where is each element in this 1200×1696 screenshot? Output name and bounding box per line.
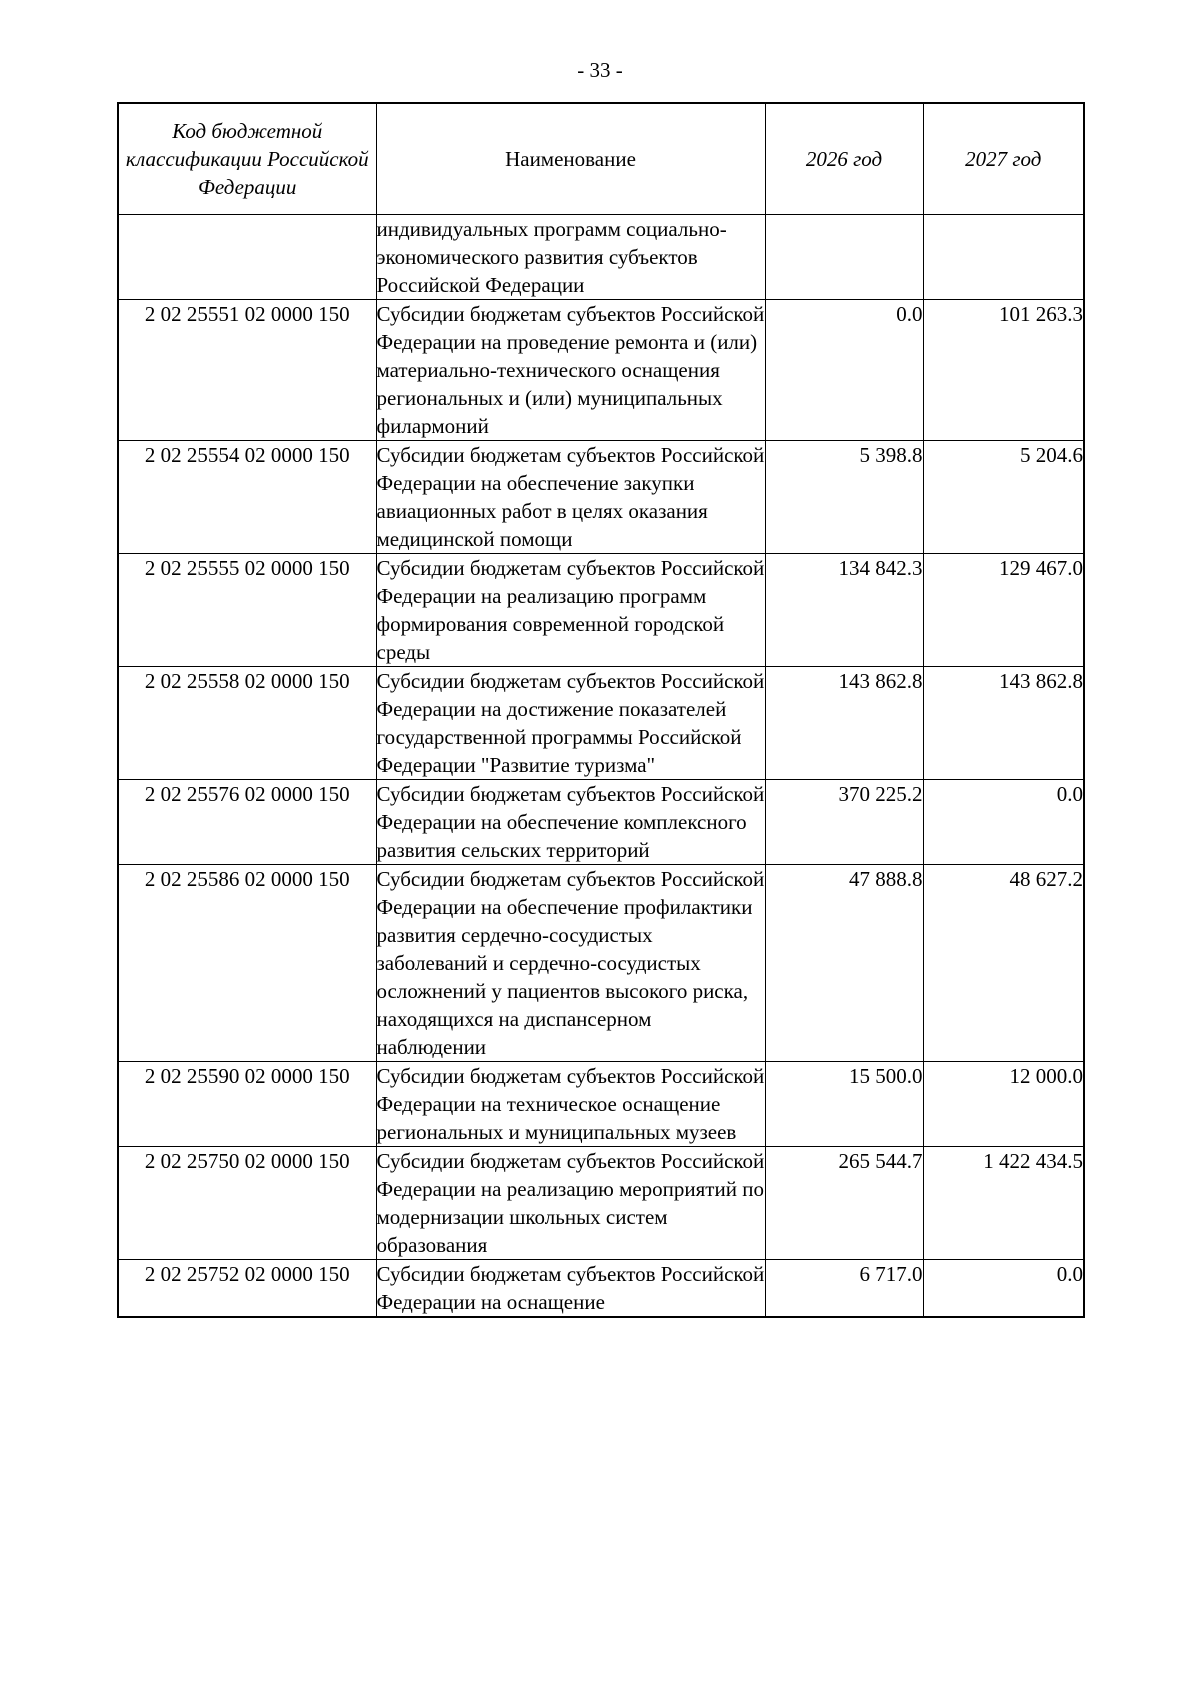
amount-2026-cell: 265 544.7 <box>765 1147 923 1260</box>
table-row <box>118 441 1084 554</box>
budget-code-cell: 2 02 25586 02 0000 150 <box>118 865 376 1062</box>
header-name: Наименование <box>376 103 765 215</box>
table-header-row <box>118 103 1084 215</box>
budget-code-cell: 2 02 25590 02 0000 150 <box>118 1062 376 1147</box>
budget-code-cell <box>118 215 376 300</box>
table-row <box>118 1147 1084 1260</box>
amount-2026-cell: 0.0 <box>765 300 923 441</box>
amount-2027-cell: 101 263.3 <box>923 300 1084 441</box>
name-cell: Субсидии бюджетам субъектов Российской Федерации на достижение показателей государственной программы Российской Федерации "Развитие туризма" <box>376 667 765 780</box>
amount-2026-cell: 6 717.0 <box>765 1260 923 1318</box>
header-year-2027: 2027 год <box>923 103 1084 215</box>
table-row <box>118 667 1084 780</box>
amount-2026-cell: 134 842.3 <box>765 554 923 667</box>
table-row <box>118 1062 1084 1147</box>
header-code: Код бюджетной классификации Российской Федерации <box>118 103 376 215</box>
amount-2027-cell: 1 422 434.5 <box>923 1147 1084 1260</box>
table-row <box>118 554 1084 667</box>
budget-code-cell: 2 02 25750 02 0000 150 <box>118 1147 376 1260</box>
amount-2026-cell: 15 500.0 <box>765 1062 923 1147</box>
name-cell: Субсидии бюджетам субъектов Российской Федерации на обеспечение профилактики развития сердечно-сосудистых заболеваний и сердечно-сосудистых осложнений у пациентов высокого риска, находящихся на диспансерном наблюдении <box>376 865 765 1062</box>
name-cell: Субсидии бюджетам субъектов Российской Федерации на реализацию программ формирования современной городской среды <box>376 554 765 667</box>
table-row <box>118 1260 1084 1318</box>
amount-2027-cell <box>923 215 1084 300</box>
budget-code-cell: 2 02 25576 02 0000 150 <box>118 780 376 865</box>
amount-2026-cell <box>765 215 923 300</box>
header-year-2026: 2026 год <box>765 103 923 215</box>
name-cell: Субсидии бюджетам субъектов Российской Федерации на обеспечение комплексного развития сельских территорий <box>376 780 765 865</box>
amount-2026-cell: 370 225.2 <box>765 780 923 865</box>
table-body <box>118 215 1084 1318</box>
amount-2027-cell: 129 467.0 <box>923 554 1084 667</box>
budget-code-cell: 2 02 25551 02 0000 150 <box>118 300 376 441</box>
budget-code-cell: 2 02 25554 02 0000 150 <box>118 441 376 554</box>
table-row <box>118 780 1084 865</box>
amount-2027-cell: 0.0 <box>923 780 1084 865</box>
name-cell: Субсидии бюджетам субъектов Российской Федерации на техническое оснащение региональных и муниципальных музеев <box>376 1062 765 1147</box>
amount-2027-cell: 12 000.0 <box>923 1062 1084 1147</box>
amount-2027-cell: 0.0 <box>923 1260 1084 1318</box>
amount-2027-cell: 5 204.6 <box>923 441 1084 554</box>
table-row <box>118 865 1084 1062</box>
name-cell: Субсидии бюджетам субъектов Российской Федерации на обеспечение закупки авиационных работ в целях оказания медицинской помощи <box>376 441 765 554</box>
name-cell: индивидуальных программ социально-экономического развития субъектов Российской Федерации <box>376 215 765 300</box>
name-cell: Субсидии бюджетам субъектов Российской Федерации на проведение ремонта и (или) материально-технического оснащения региональных и (или) муниципальных филармоний <box>376 300 765 441</box>
budget-code-cell: 2 02 25752 02 0000 150 <box>118 1260 376 1318</box>
table-row <box>118 215 1084 300</box>
amount-2026-cell: 143 862.8 <box>765 667 923 780</box>
amount-2026-cell: 47 888.8 <box>765 865 923 1062</box>
name-cell: Субсидии бюджетам субъектов Российской Федерации на реализацию мероприятий по модернизации школьных систем образования <box>376 1147 765 1260</box>
budget-table <box>117 102 1085 1318</box>
amount-2027-cell: 143 862.8 <box>923 667 1084 780</box>
amount-2027-cell: 48 627.2 <box>923 865 1084 1062</box>
budget-code-cell: 2 02 25555 02 0000 150 <box>118 554 376 667</box>
budget-code-cell: 2 02 25558 02 0000 150 <box>118 667 376 780</box>
name-cell: Субсидии бюджетам субъектов Российской Федерации на оснащение <box>376 1260 765 1318</box>
amount-2026-cell: 5 398.8 <box>765 441 923 554</box>
table-row <box>118 300 1084 441</box>
page-number: - 33 - <box>577 58 623 82</box>
